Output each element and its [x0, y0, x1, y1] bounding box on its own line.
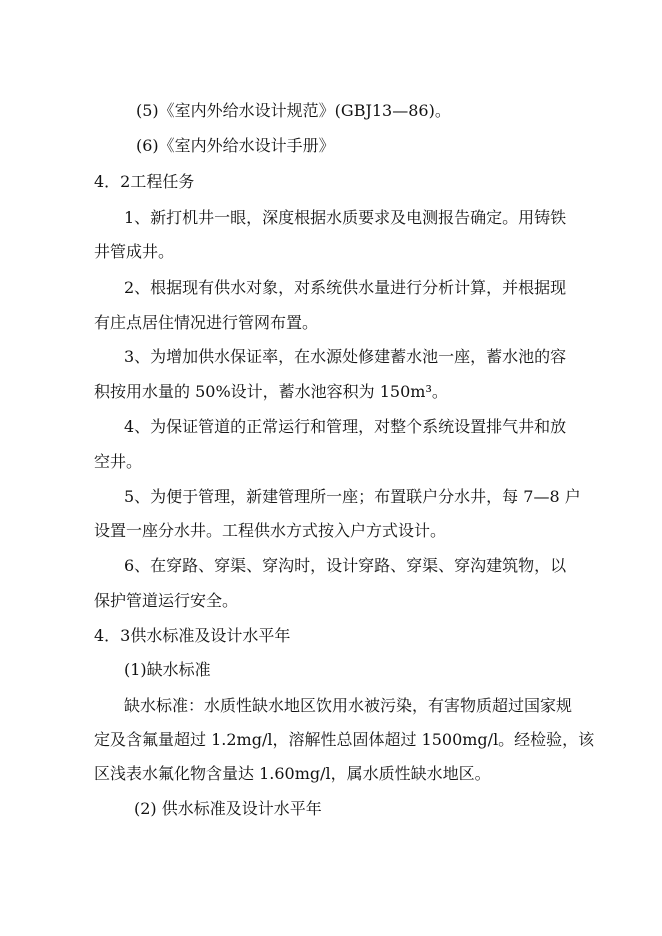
task-3-line-2: 积按用水量的 50%设计，蓄水池容积为 150m³。	[94, 382, 448, 401]
reference-item-5: (5)《室内外给水设计规范》(GBJ13—86)。	[136, 101, 451, 120]
task-6-line-1: 6、在穿路、穿渠、穿沟时，设计穿路、穿渠、穿沟建筑物，以	[124, 556, 567, 575]
task-1-line-2: 井管成井。	[94, 242, 175, 261]
task-4-line-2: 空井。	[94, 452, 143, 471]
task-2-line-2: 有庄点居住情况进行管网布置。	[94, 313, 319, 332]
task-5-line-1: 5、为便于管理，新建管理所一座；布置联户分水井，每 7—8 户	[124, 487, 581, 506]
task-1-line-1: 1、新打机井一眼，深度根据水质要求及电测报告确定。用铸铁	[124, 208, 567, 227]
subheading-water-shortage-standard: (1)缺水标准	[124, 660, 211, 679]
shortage-paragraph-line-1: 缺水标准：水质性缺水地区饮用水被污染，有害物质超过国家规	[124, 696, 573, 715]
subheading-supply-standard: (2) 供水标准及设计水平年	[134, 799, 322, 818]
task-2-line-1: 2、根据现有供水对象，对系统供水量进行分析计算，并根据现	[124, 278, 567, 297]
task-6-line-2: 保护管道运行安全。	[94, 591, 239, 610]
task-4-line-1: 4、为保证管道的正常运行和管理，对整个系统设置排气井和放	[124, 417, 567, 436]
task-5-line-2: 设置一座分水井。工程供水方式按入户方式设计。	[94, 521, 447, 540]
section-heading-4-2: 4．2工程任务	[94, 172, 195, 191]
shortage-paragraph-line-2: 定及含氟量超过 1.2mg/l，溶解性总固体超过 1500mg/l。经检验，该	[94, 730, 595, 749]
shortage-paragraph-line-3: 区浅表水氟化物含量达 1.60mg/l，属水质性缺水地区。	[94, 764, 491, 783]
task-3-line-1: 3、为增加供水保证率，在水源处修建蓄水池一座，蓄水池的容	[124, 347, 567, 366]
section-heading-4-3: 4．3供水标准及设计水平年	[94, 626, 291, 645]
reference-item-6: (6)《室内外给水设计手册》	[136, 136, 335, 155]
